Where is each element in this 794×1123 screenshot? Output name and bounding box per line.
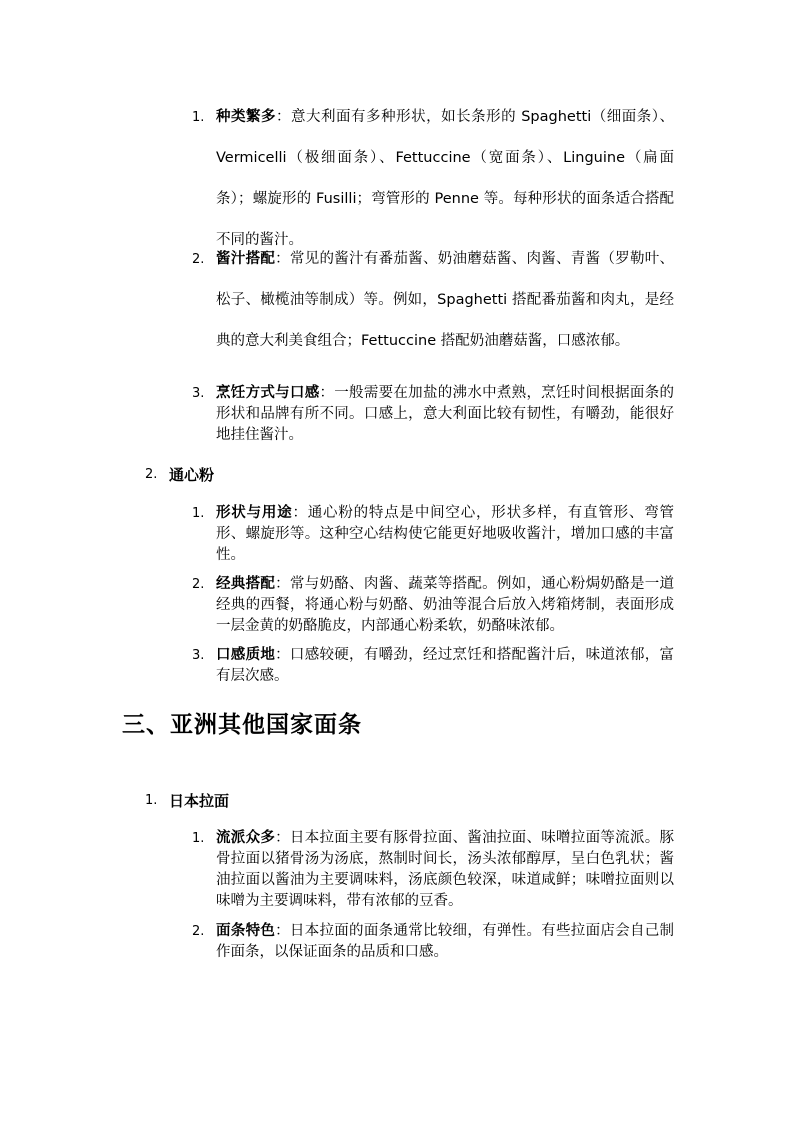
macaroni-texture-item bbox=[216, 645, 674, 687]
list-number: 1. bbox=[192, 110, 205, 125]
pasta-sauce-item bbox=[216, 239, 674, 362]
ramen-noodle-item bbox=[216, 921, 674, 963]
list-number: 1. bbox=[145, 793, 158, 808]
item-lead: 种类繁多 bbox=[216, 109, 277, 125]
item-text: ：常与奶酪、肉酱、蔬菜等搭配。例如，通心粉焗奶酪是一道经典的西餐，将通心粉与奶酪、奶油等混合后放入烤箱烤制，表面形成一层金黄的奶酪脆皮，内部通心粉柔软，奶酪味浓郁。 bbox=[216, 576, 675, 634]
item-lead: 经典搭配 bbox=[216, 576, 276, 592]
section-heading-asia: 三、亚洲其他国家面条 bbox=[122, 711, 362, 738]
macaroni-heading: 通心粉 bbox=[169, 466, 215, 484]
pasta-cooking-item bbox=[216, 383, 674, 446]
list-number: 2. bbox=[145, 467, 158, 482]
item-text: ：日本拉面的面条通常比较细，有弹性。有些拉面店会自己制作面条，以保证面条的品质和口感。 bbox=[216, 923, 675, 960]
list-number: 2. bbox=[192, 577, 205, 592]
item-lead: 面条特色 bbox=[216, 923, 276, 939]
item-text: ：一般需要在加盐的沸水中煮熟，烹饪时间根据面条的形状和品牌有所不同。口感上，意大利面比较有韧性，有嚼劲，能很好地挂住酱汁。 bbox=[216, 385, 674, 443]
list-number: 3. bbox=[192, 648, 205, 663]
ramen-styles-item bbox=[216, 828, 674, 912]
list-number: 3. bbox=[192, 386, 205, 401]
item-lead: 酱汁搭配 bbox=[216, 251, 276, 267]
ramen-heading: 日本拉面 bbox=[169, 792, 230, 810]
list-number: 1. bbox=[192, 506, 205, 521]
item-lead: 烹饪方式与口感 bbox=[216, 385, 320, 401]
item-text: ：常见的酱汁有番茄酱、奶油蘑菇酱、肉酱、青酱（罗勒叶、松子、橄榄油等制成）等。例如，Spaghetti 搭配番茄酱和肉丸，是经典的意大利美食组合；Fettuccine 搭配奶油蘑菇酱，口感浓郁。 bbox=[216, 251, 675, 349]
item-lead: 口感质地 bbox=[216, 647, 276, 663]
list-number: 1. bbox=[192, 831, 205, 846]
item-lead: 流派众多 bbox=[216, 830, 276, 846]
item-lead: 形状与用途 bbox=[216, 505, 293, 521]
item-text: ：口感较硬，有嚼劲，经过烹饪和搭配酱汁后，味道浓郁，富有层次感。 bbox=[216, 647, 675, 684]
item-text: ：通心粉的特点是中间空心，形状多样，有直管形、弯管形、螺旋形等。这种空心结构使它能更好地吸收酱汁，增加口感的丰富性。 bbox=[216, 505, 675, 563]
list-number: 2. bbox=[192, 924, 205, 939]
item-text: ：意大利面有多种形状，如长条形的 Spaghetti（细面条）、Vermicelli（极细面条）、Fettuccine（宽面条）、Linguine（扁面条）；螺旋形的 Fusilli；弯管形的 Penne 等。每种形状的面条适合搭配不同的酱汁。 bbox=[216, 109, 675, 248]
macaroni-shape-item bbox=[216, 503, 674, 566]
item-text: ：日本拉面主要有豚骨拉面、酱油拉面、味噌拉面等流派。豚骨拉面以猪骨汤为汤底，熬制时间长，汤头浓郁醇厚，呈白色乳状；酱油拉面以酱油为主要调味料，汤底颜色较深，味道咸鲜；味噌拉面则以味噌为主要调味料，带有浓郁的豆香。 bbox=[216, 830, 675, 909]
pasta-variety-item bbox=[216, 97, 674, 261]
macaroni-pairing-item bbox=[216, 574, 674, 637]
list-number: 2. bbox=[192, 252, 205, 267]
